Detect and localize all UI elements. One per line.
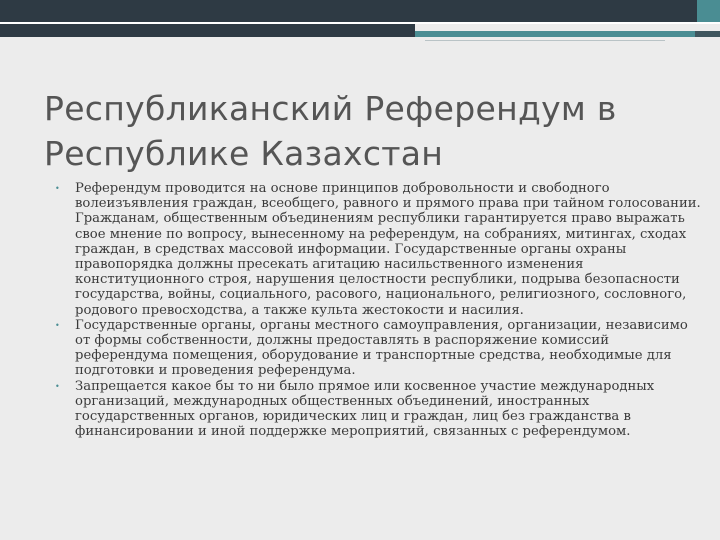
bullet-text: Референдум проводится на основе принципов добровольности и свободного волеизъявления граждан, всеобщего, равного и прямого права при тайном голосовании. Гражданам, общественным объединениям республики гарантируется право выражать свое мнение по вопросу, вынесенному на референдум, на собраниях, митингах, сходах граждан, в средствах массовой информации. Государственные органы охраны правопорядка должны пресекать агитацию насильственного изменения конституционного строя, нарушения целостности республики, подрыва безопасности государства, войны, социального, расового, национального, религиозного, сословного, родового превосходства, а также культа жестокости и насилия.: [75, 181, 701, 318]
header-dark-bar: [0, 0, 697, 22]
bullet-text: Запрещается какое бы то ни было прямое или косвенное участие международных организаций, международных общественных объединений, иностранных государственных органов, юридических лиц и граждан, лиц без гражданства в финансировании и иной поддержке мероприятий, связанных с референдумом.: [75, 378, 655, 440]
bullet-icon: •: [55, 381, 60, 391]
bullet-list: [54, 181, 704, 439]
bullet-item: [54, 318, 704, 379]
decorative-rule-end: [695, 31, 720, 37]
decorative-rule-accent: [415, 31, 695, 37]
decorative-rule-thin: [425, 40, 665, 41]
bullet-icon: •: [55, 320, 60, 330]
header-accent-bar: [697, 0, 720, 22]
decorative-rule-dark: [0, 24, 415, 37]
bullet-item: [54, 181, 704, 318]
bullet-item: [54, 379, 704, 440]
slide-title: Республиканский Референдум в Республике Казахстан: [44, 89, 617, 173]
bullet-icon: •: [55, 184, 60, 193]
bullet-text: Государственные органы, органы местного самоуправления, организации, независимо от формы собственности, должны предоставлять в распоряжение комиссий референдума помещения, оборудование и транспортные средства, необходимые для подготовки и проведения референдума.: [75, 317, 688, 379]
header-band: [0, 0, 720, 24]
